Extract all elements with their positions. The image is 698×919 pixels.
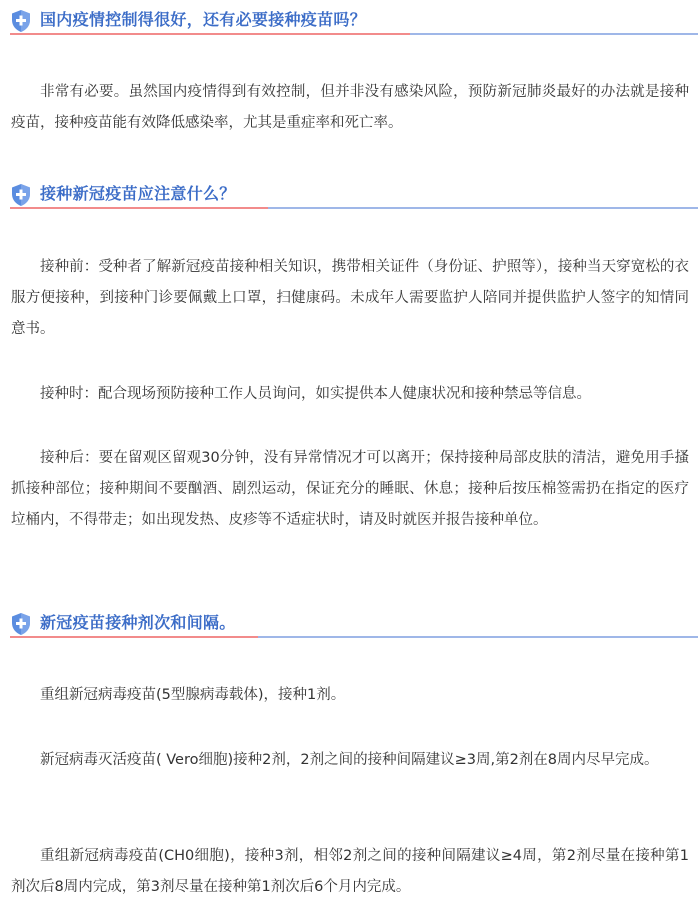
- section-title-2: 接种新冠疫苗应注意什么？: [40, 184, 236, 203]
- shield-plus-icon: [10, 9, 32, 33]
- shield-plus-icon: [10, 612, 32, 636]
- paragraph: 重组新冠病毒疫苗(5型腺病毒载体)，接种1剂。: [40, 687, 346, 703]
- section-header-1: [0, 8, 698, 34]
- title-underline-red: [10, 33, 410, 35]
- paragraph: 接种时：配合现场预防接种工作人员询问，如实提供本人健康状况和接种禁忌等信息。: [40, 386, 591, 402]
- title-underline-red: [10, 207, 268, 209]
- paragraph: 非常有必要。虽然国内疫情得到有效控制，但并非没有感染风险，预防新冠肺炎最好的办法就是接种疫苗，接种疫苗能有效降低感染率，尤其是重症率和死亡率。: [11, 84, 689, 131]
- section-header-2: [0, 182, 698, 208]
- section-title-3: 新冠疫苗接种剂次和间隔。: [40, 613, 236, 632]
- title-underline-blue: [258, 636, 698, 638]
- paragraph: 接种后：要在留观区留观30分钟，没有异常情况才可以离开；保持接种局部皮肤的清洁，避免用手搔抓接种部位；接种期间不要酗酒、剧烈运动，保证充分的睡眠、休息；接种后按压棉签需扔在指定的医疗垃桶内，不得带走；如出现发热、皮疹等不适症状时，请及时就医并报告接种单位。: [11, 450, 689, 528]
- paragraph: 接种前：受种者了解新冠疫苗接种相关知识，携带相关证件（身份证、护照等），接种当天穿宽松的衣服方便接种，到接种门诊要佩戴上口罩，扫健康码。未成年人需要监护人陪同并提供监护人签字的知情同意书。: [11, 259, 689, 337]
- shield-plus-icon: [10, 183, 32, 207]
- paragraph: 重组新冠病毒疫苗(CH0细胞)，接种3剂，相邻2剂之间的接种间隔建议≥4周，第2剂尽量在接种第1剂次后8周内完成，第3剂尽量在接种第1剂次后6个月内完成。: [11, 848, 689, 895]
- paragraph: 新冠病毒灭活疫苗( Vero细胞)接种2剂，2剂之间的接种间隔建议≥3周,第2剂在8周内尽早完成。: [40, 752, 659, 768]
- section-header-3: [0, 611, 698, 637]
- title-underline-blue: [410, 33, 698, 35]
- title-underline-red: [10, 636, 258, 638]
- title-underline-blue: [268, 207, 698, 209]
- section-title-1: 国内疫情控制得很好，还有必要接种疫苗吗？: [40, 10, 367, 29]
